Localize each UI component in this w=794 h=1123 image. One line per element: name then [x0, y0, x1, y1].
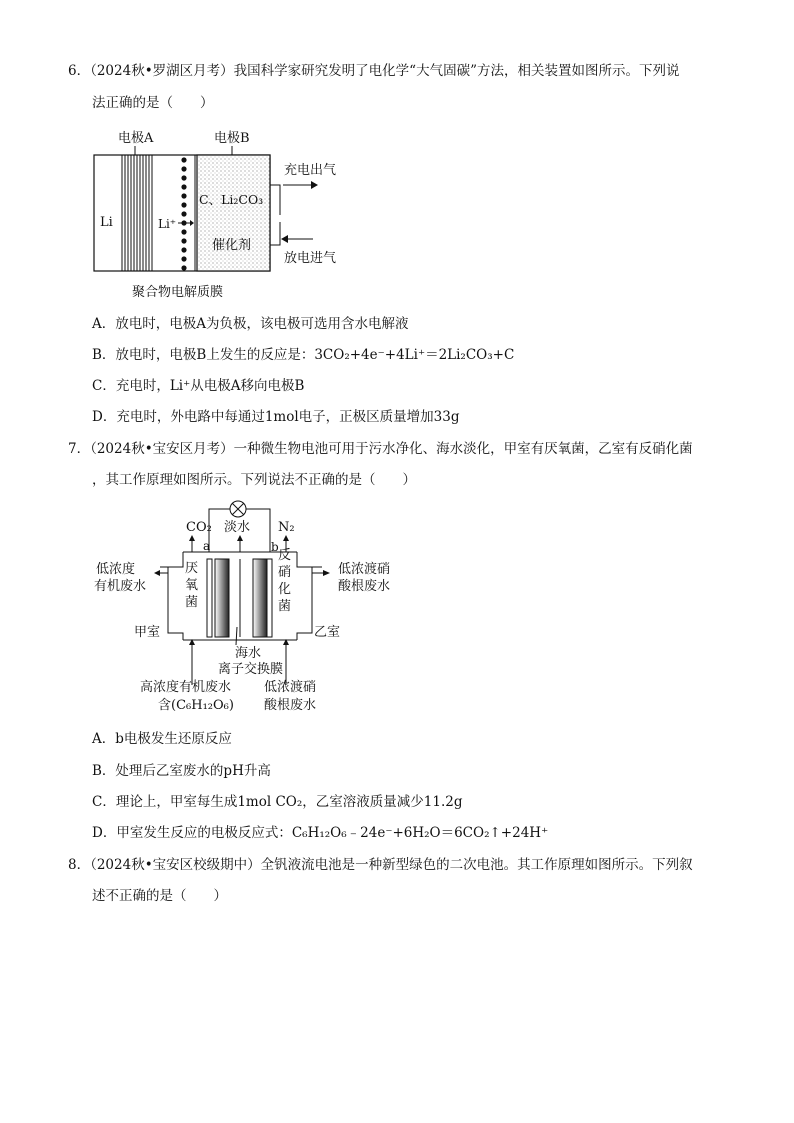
q7-stem-text: 一种微生物电池可用于污水净化、海水淡化，甲室有厌氧菌，乙室有反硝化菌: [233, 441, 693, 457]
q7-label-denitrifying-2: 硝: [278, 565, 292, 580]
q7-label-high-organic-1: 高浓度有机废水: [140, 680, 232, 695]
q7-label-anaerobic-1: 厌: [185, 561, 199, 576]
q6-number: 6．: [68, 63, 91, 79]
q7-number: 7．: [68, 441, 91, 457]
q8-number: 8．: [68, 857, 91, 873]
q6-label-li: Li: [100, 215, 113, 230]
q6-stem-line1: [68, 62, 679, 80]
q8-source: （2024秋•宝安区校级期中）: [90, 857, 261, 873]
q6-option-c[interactable]: C．充电时，Li⁺从电极A移向电极B: [92, 378, 305, 394]
q7-label-b: b: [271, 540, 279, 554]
q7-label-anaerobic-2: 氧: [185, 578, 199, 593]
q7-stem-line2: ，其工作原理如图所示。下列说法不正确的是（ ）: [92, 472, 416, 488]
q7-label-seawater: 海水: [235, 646, 262, 661]
q6-option-b[interactable]: B．放电时，电极B上发生的反应是：3CO₂+4e⁻+4Li⁺＝2Li₂CO₃+C: [92, 347, 515, 363]
q6-label-catalyst: 催化剂: [212, 238, 252, 253]
q6-label-membrane: 聚合物电解质膜: [132, 285, 224, 300]
q6-stem-text: 我国科学家研究发明了电化学“大气固碳”方法，相关装置如图所示。下列说: [233, 63, 680, 79]
q6-option-a[interactable]: A．放电时，电极A为负极，该电极可选用含水电解液: [92, 316, 409, 332]
q6-figure: [80, 122, 370, 302]
q7-label-fresh-water: 淡水: [224, 520, 251, 535]
q7-label-room-yi: 乙室: [314, 625, 341, 640]
q7-label-low-nitrate-out-1: 低浓渡硝: [338, 562, 391, 577]
q7-label-denitrifying-4: 菌: [278, 599, 292, 614]
q6-label-contents: C、Li₂CO₃: [199, 192, 264, 207]
q7-label-co2: CO₂: [186, 520, 212, 535]
q7-label-denitrifying-1: 反: [278, 548, 292, 563]
q6-label-electrode-a: 电极A: [118, 131, 154, 146]
q6-label-charge-out: 充电出气: [284, 163, 337, 178]
q6-label-electrode-b: 电极B: [214, 131, 250, 146]
q7-label-low-organic-1: 低浓度: [96, 562, 136, 577]
q7-label-ion-membrane: 离子交换膜: [218, 662, 284, 677]
q7-source: （2024秋•宝安区月考）: [90, 441, 234, 457]
q6-membrane-dots: [181, 157, 186, 270]
q6-source: （2024秋•罗湖区月考）: [90, 63, 234, 79]
q7-label-low-organic-2: 有机废水: [94, 579, 147, 594]
q8-stem-text: 全钒液流电池是一种新型绿色的二次电池。其工作原理如图所示。下列叙: [260, 857, 693, 873]
q7-label-low-nitrate-in-2: 酸根废水: [264, 698, 317, 713]
q7-stem-line1: [68, 440, 693, 458]
q6-electrode-a-lines: [125, 155, 149, 271]
q7-option-d[interactable]: D．甲室发生反应的电极反应式：C₆H₁₂O₆﹣24e⁻+6H₂O＝6CO₂↑+24H⁺: [92, 825, 549, 841]
q8-stem-line1: [68, 856, 693, 874]
q7-option-a[interactable]: A．b电极发生还原反应: [92, 731, 232, 747]
q7-figure: [90, 495, 420, 717]
q7-label-denitrifying-3: 化: [278, 582, 292, 597]
q7-label-n2: N₂: [278, 520, 295, 535]
q7-label-anaerobic-3: 菌: [185, 595, 199, 610]
q7-label-high-organic-2: 含(C₆H₁₂O₆): [158, 698, 234, 713]
q8-stem-line2: 述不正确的是（ ）: [92, 888, 227, 904]
q7-label-low-nitrate-out-2: 酸根废水: [338, 579, 391, 594]
q7-label-low-nitrate-in-1: 低浓渡硝: [264, 680, 317, 695]
q7-label-a: a: [203, 539, 211, 553]
q6-stem-line2: 法正确的是（ ）: [92, 95, 214, 111]
q7-option-b[interactable]: B．处理后乙室废水的pH升高: [92, 763, 271, 779]
q6-label-discharge-in: 放电进气: [284, 251, 337, 266]
q6-label-li-ion: Li⁺: [158, 217, 177, 231]
q6-option-d[interactable]: D．充电时，外电路中每通过1mol电子，正极区质量增加33g: [92, 409, 460, 425]
q7-label-room-jia: 甲室: [134, 625, 161, 640]
q7-option-c[interactable]: C．理论上，甲室每生成1mol CO₂，乙室溶液质量减少11.2g: [92, 794, 463, 810]
